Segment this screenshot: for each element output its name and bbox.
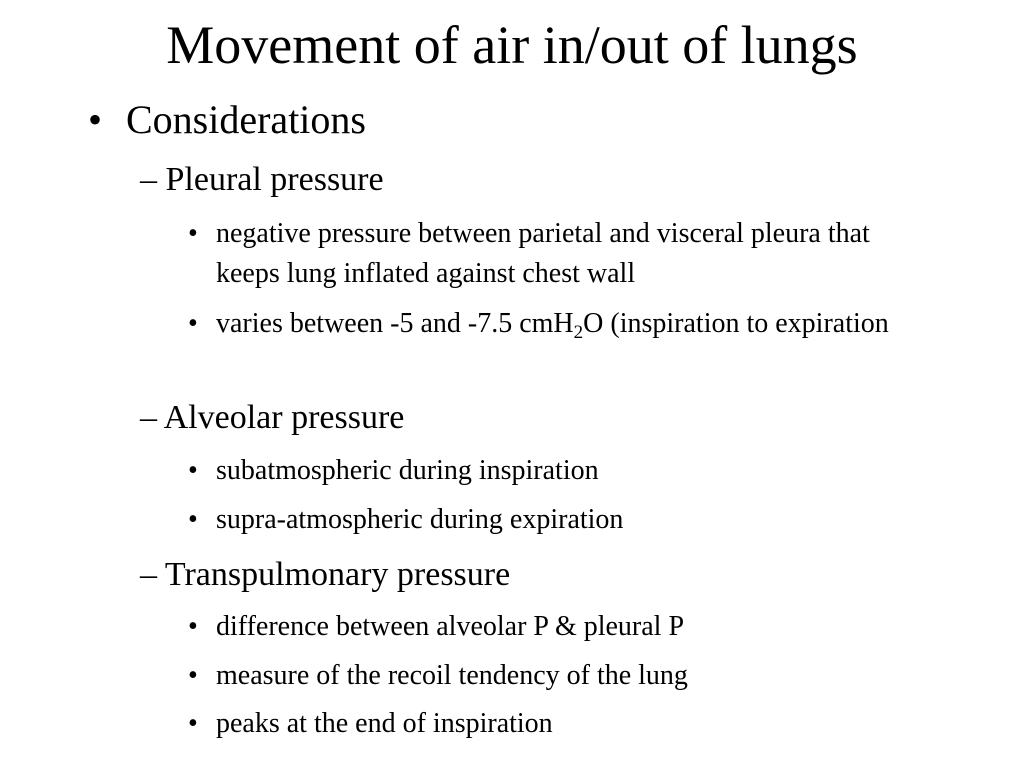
point-text: peaks at the end of inspiration <box>216 708 553 739</box>
bullet-dot-icon: • <box>188 708 198 739</box>
point-transpulmonary-peaks <box>188 704 908 744</box>
bullet-dot-icon: • <box>188 218 198 249</box>
slide-title: Movement of air in/out of lungs <box>166 15 858 75</box>
subheading-text: Pleural pressure <box>165 161 384 198</box>
point-text: supra-atmospheric during expiration <box>216 504 624 535</box>
point-text-before: varies between -5 and -7.5 cmH <box>216 308 574 339</box>
point-alveolar-supra-atmospheric <box>188 500 908 540</box>
point-pleural-varies <box>188 304 908 344</box>
dash-icon: – <box>140 399 157 436</box>
subheading-pleural-pressure <box>140 160 384 200</box>
point-transpulmonary-difference <box>188 607 908 647</box>
bullet-considerations-text: Considerations <box>126 97 366 142</box>
point-text: difference between alveolar P & pleural P <box>216 611 685 642</box>
bullet-dot-icon: • <box>88 97 103 142</box>
point-text: measure of the recoil tendency of the lung <box>216 660 688 691</box>
point-text <box>188 304 908 344</box>
point-text: subatmospheric during inspiration <box>216 455 599 486</box>
bullet-dot-icon: • <box>188 611 198 642</box>
dash-icon: – <box>140 161 157 198</box>
subheading-alveolar-pressure <box>140 398 404 438</box>
subheading-text: Transpulmonary pressure <box>164 556 511 593</box>
subheading-transpulmonary-pressure <box>140 555 510 595</box>
point-pleural-negative-pressure <box>188 214 908 294</box>
point-subscript: 2 <box>573 322 584 343</box>
bullet-dot-icon: • <box>188 660 198 691</box>
bullet-considerations <box>88 96 366 144</box>
dash-icon: – <box>140 556 157 593</box>
bullet-dot-icon: • <box>188 504 198 535</box>
bullet-dot-icon: • <box>188 455 198 486</box>
point-text-after: O (inspiration to expiration <box>583 308 889 339</box>
bullet-dot-icon: • <box>188 308 198 339</box>
point-text: negative pressure between parietal and visceral pleura that keeps lung inflated against chest wall <box>216 218 870 289</box>
subheading-text: Alveolar pressure <box>163 399 405 436</box>
point-alveolar-subatmospheric <box>188 451 908 491</box>
point-transpulmonary-recoil <box>188 656 908 696</box>
